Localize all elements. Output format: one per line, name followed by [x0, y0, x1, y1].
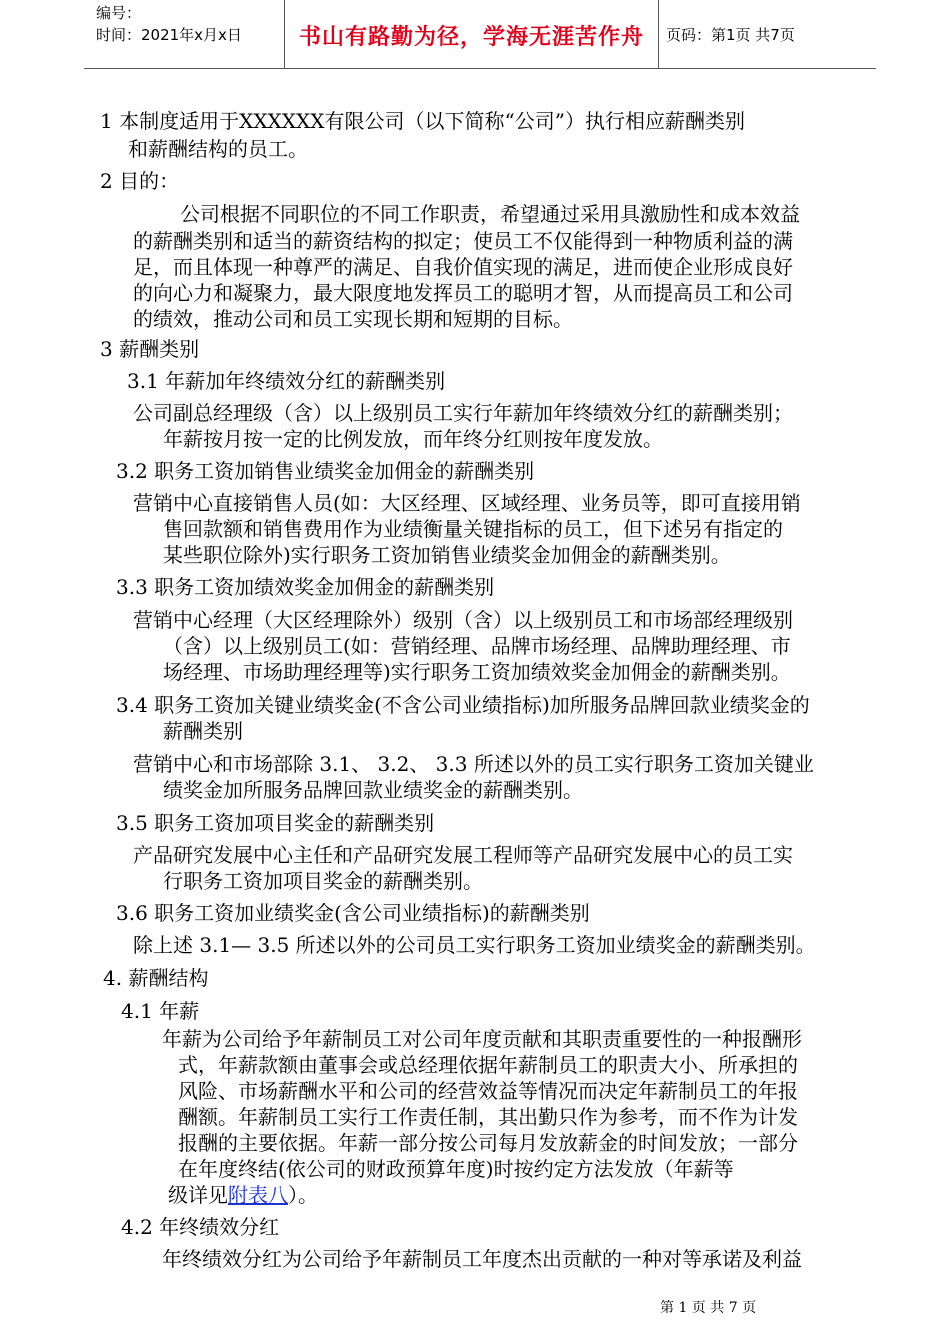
paragraph-line: 营销中心经理（大区经理除外）级别（含）以上级别员工和市场部经理级别	[133, 608, 793, 632]
paragraph-line: 年薪按月按一定的比例发放，而年终分红则按年度发放。	[163, 427, 663, 451]
paragraph-line: （含）以上级别员工(如：营销经理、品牌市场经理、品牌助理经理、市	[163, 634, 791, 658]
paragraph-line: 公司副总经理级（含）以上级别员工实行年薪加年终绩效分红的薪酬类别；	[133, 401, 793, 425]
document-number-label: 编号：	[96, 4, 142, 22]
header-divider	[658, 0, 659, 68]
paragraph-line: 某些职位除外)实行职务工资加销售业绩奖金加佣金的薪酬类别。	[163, 543, 731, 567]
paragraph-line: 酬额。年薪制员工实行工作责任制，其出勤只作为参考，而不作为计发	[178, 1105, 798, 1129]
section-4-heading: 4. 薪酬结构	[103, 966, 209, 990]
paragraph-line: 营销中心和市场部除 3.1、 3.2、 3.3 所述以外的员工实行职务工资加关键业	[133, 752, 814, 776]
subsection-heading: 3.2 职务工资加销售业绩奖金加佣金的薪酬类别	[116, 459, 535, 483]
header-page-info: 页码：第1页 共7页	[666, 26, 795, 44]
paragraph-line: 足，而且体现一种尊严的满足、自我价值实现的满足，进而使企业形成良好	[133, 255, 793, 279]
subsection-heading: 3.4 职务工资加关键业绩奖金(不含公司业绩指标)加所服务品牌回款业绩奖金的	[116, 693, 810, 717]
appendix-text-before: 级详见	[168, 1183, 228, 1207]
subsection-heading: 4.2 年终绩效分红	[121, 1215, 280, 1239]
paragraph-line: 行职务工资加项目奖金的薪酬类别。	[163, 869, 483, 893]
paragraph-line: 的绩效，推动公司和员工实现长期和短期的目标。	[133, 307, 573, 331]
section-2-heading: 2 目的：	[100, 169, 180, 193]
paragraph-line: 风险、市场薪酬水平和公司的经营效益等情况而决定年薪制员工的年报	[178, 1079, 798, 1103]
header-meta	[96, 4, 242, 44]
paragraph-line: 场经理、市场助理经理等)实行职务工资加绩效奖金加佣金的薪酬类别。	[163, 660, 791, 684]
header-motto: 书山有路勤为径，学海无涯苦作舟	[298, 25, 644, 50]
page-header	[84, 0, 876, 69]
appendix-text-after: ）。	[288, 1183, 318, 1207]
paragraph-line: 报酬的主要依据。年薪一部分按公司每月发放薪金的时间发放；一部分	[178, 1131, 798, 1155]
subsection-heading: 4.1 年薪	[121, 999, 200, 1023]
section-3-heading: 3 薪酬类别	[100, 337, 200, 361]
paragraph-line: 年薪为公司给予年薪制员工对公司年度贡献和其职责重要性的一种报酬形	[162, 1027, 802, 1051]
subsection-heading: 3.5 职务工资加项目奖金的薪酬类别	[116, 811, 435, 835]
paragraph-line: 在年度终结(依公司的财政预算年度)时按约定方法发放（年薪等	[178, 1157, 734, 1181]
subsection-heading: 3.1 年薪加年终绩效分红的薪酬类别	[127, 369, 446, 393]
paragraph-line: 的向心力和凝聚力，最大限度地发挥员工的聪明才智，从而提高员工和公司	[133, 281, 793, 305]
subsection-heading: 3.3 职务工资加绩效奖金加佣金的薪酬类别	[116, 575, 495, 599]
subsection-heading: 3.6 职务工资加业绩奖金(含公司业绩指标)的薪酬类别	[116, 901, 590, 925]
section-1-text: 1 本制度适用于XXXXXX有限公司（以下简称“公司”）执行相应薪酬类别	[100, 109, 745, 133]
paragraph-line: 的薪酬类别和适当的薪资结构的拟定；使员工不仅能得到一种物质利益的满	[133, 229, 793, 253]
paragraph-line: 年终绩效分红为公司给予年薪制员工年度杰出贡献的一种对等承诺及利益	[162, 1247, 802, 1271]
paragraph-line: 产品研究发展中心主任和产品研究发展工程师等产品研究发展中心的员工实	[133, 843, 793, 867]
paragraph-line: 公司根据不同职位的不同工作职责，希望通过采用具激励性和成本效益	[180, 202, 800, 226]
paragraph-line: 营销中心直接销售人员(如：大区经理、区域经理、业务员等，即可直接用销	[133, 491, 801, 515]
paragraph-line: 绩奖金加所服务品牌回款业绩奖金的薪酬类别。	[163, 778, 583, 802]
appendix-8-link[interactable]: 附表八	[228, 1183, 288, 1207]
section-1-text-cont: 和薪酬结构的员工。	[128, 137, 308, 161]
subsection-heading-cont: 薪酬类别	[163, 719, 243, 743]
paragraph-line: 除上述 3.1— 3.5 所述以外的公司员工实行职务工资加业绩奖金的薪酬类别。	[133, 933, 816, 957]
paragraph-line: 式，年薪款额由董事会或总经理依据年薪制员工的职责大小、所承担的	[178, 1053, 798, 1077]
paragraph-line: 售回款额和销售费用作为业绩衡量关键指标的员工，但下述另有指定的	[163, 517, 783, 541]
document-date: 时间：2021年x月x日	[96, 26, 242, 44]
appendix-reference-line	[168, 1182, 318, 1208]
page-footer: 第 1 页 共 7 页	[660, 1300, 757, 1316]
